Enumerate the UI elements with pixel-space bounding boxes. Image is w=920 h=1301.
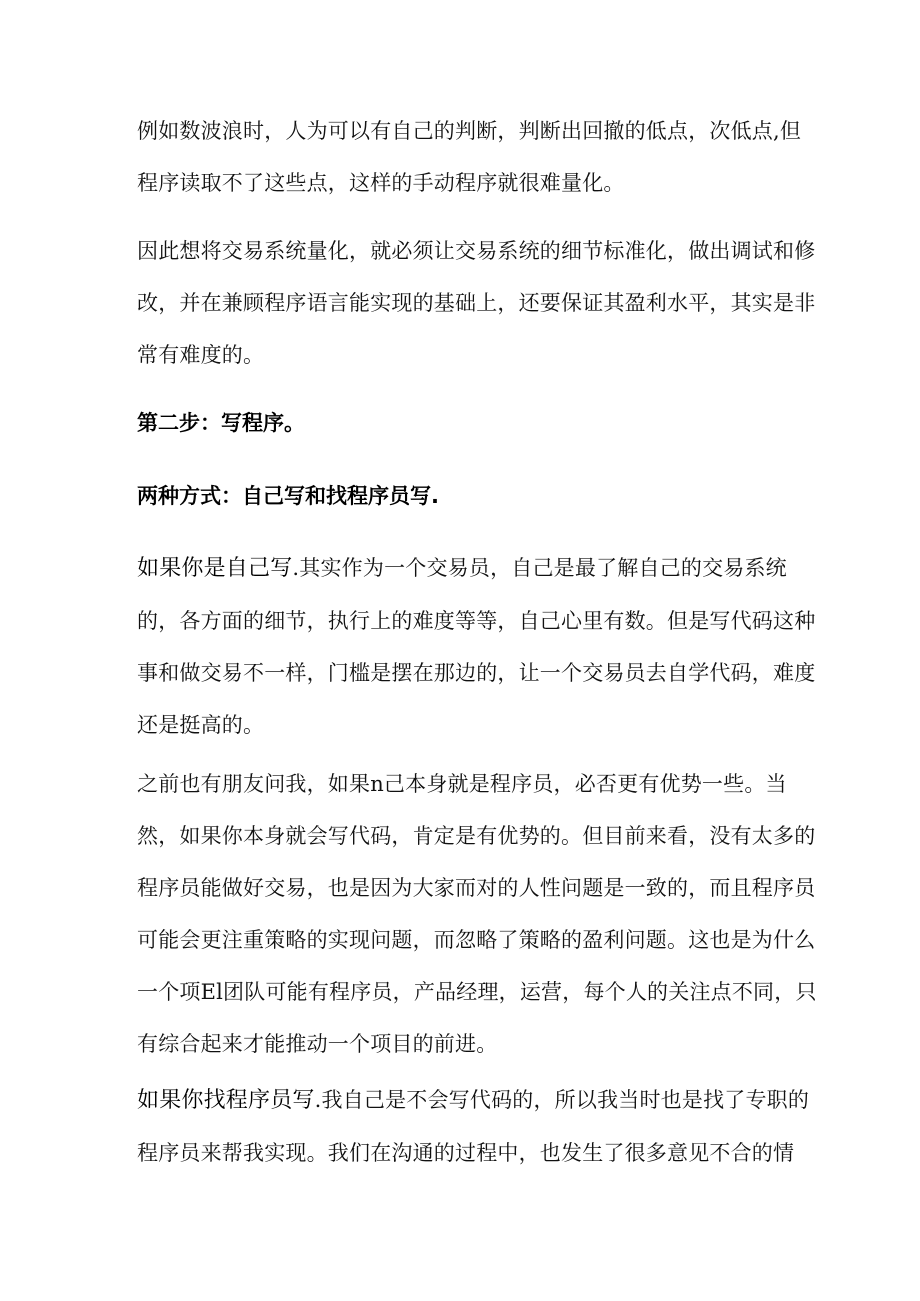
text-line: 事和做交易不一样，门槛是摆在那边的，让一个交易员去自学代码，难度 xyxy=(137,661,816,685)
paragraph-wave-counting xyxy=(137,105,802,209)
paragraph-standardization xyxy=(137,225,816,381)
text-line: 的，各方面的细节，执行上的难度等等，自己心里有数。但是写代码这种 xyxy=(137,609,816,633)
text-line xyxy=(137,1074,810,1127)
text-fragment: .我自己是不会写代码的，所以我当时也是找了专职的 xyxy=(314,1088,810,1112)
text-line: 一个项El团队可能有程序员，产品经理，运营，每个人的关注点不同，只 xyxy=(137,980,817,1004)
text-line: 之前也有朋友问我，如果n己本身就是程序员，必否更有优势一些。当 xyxy=(137,772,787,796)
two-methods-heading: 两种方式：自己写和找程序员写. xyxy=(137,484,439,508)
lead-phrase: 如果你是自己写 xyxy=(137,556,293,581)
text-line: 可能会更注重策略的实现问题，而忽略了策略的盈利问题。这也是为什么 xyxy=(137,928,816,952)
text-line: 改，并在兼顾程序语言能实现的基础上，还要保证其盈利水平，其实是非 xyxy=(137,291,816,315)
text-line: 程序读取不了这些点，这样的手动程序就很难量化。 xyxy=(137,171,625,195)
text-line: 程序员来帮我实现。我们在沟通的过程中，也发生了很多意见不合的情 xyxy=(137,1141,795,1165)
step-two-heading: 第二步：写程序。 xyxy=(137,411,305,435)
text-fragment: .其实作为一个交易员，自己是最了解自己的交易系统 xyxy=(292,556,787,580)
text-line: 还是挺高的。 xyxy=(137,713,265,737)
paragraph-write-yourself xyxy=(137,542,816,751)
text-line: 常有难度的。 xyxy=(137,343,265,367)
text-line: 例如数波浪时，人为可以有自己的判断，判断出回撤的低点，次低点,但 xyxy=(137,119,802,143)
text-line: 然，如果你本身就会写代码，肯定是有优势的。但目前来看，没有太多的 xyxy=(137,824,816,848)
paragraph-programmer-advantage xyxy=(137,758,817,1070)
text-line: 有综合起来才能推动一个项目的前进。 xyxy=(137,1032,498,1056)
text-line: 因此想将交易系统量化，就必须让交易系统的细节标准化，做出调试和修 xyxy=(137,239,816,263)
paragraph-hire-programmer xyxy=(137,1074,810,1179)
text-line xyxy=(137,542,787,595)
text-line: 程序员能做好交易，也是因为大家而对的人性问题是一致的，而且程序员 xyxy=(137,876,816,900)
lead-phrase: 如果你找程序员写 xyxy=(137,1088,315,1113)
